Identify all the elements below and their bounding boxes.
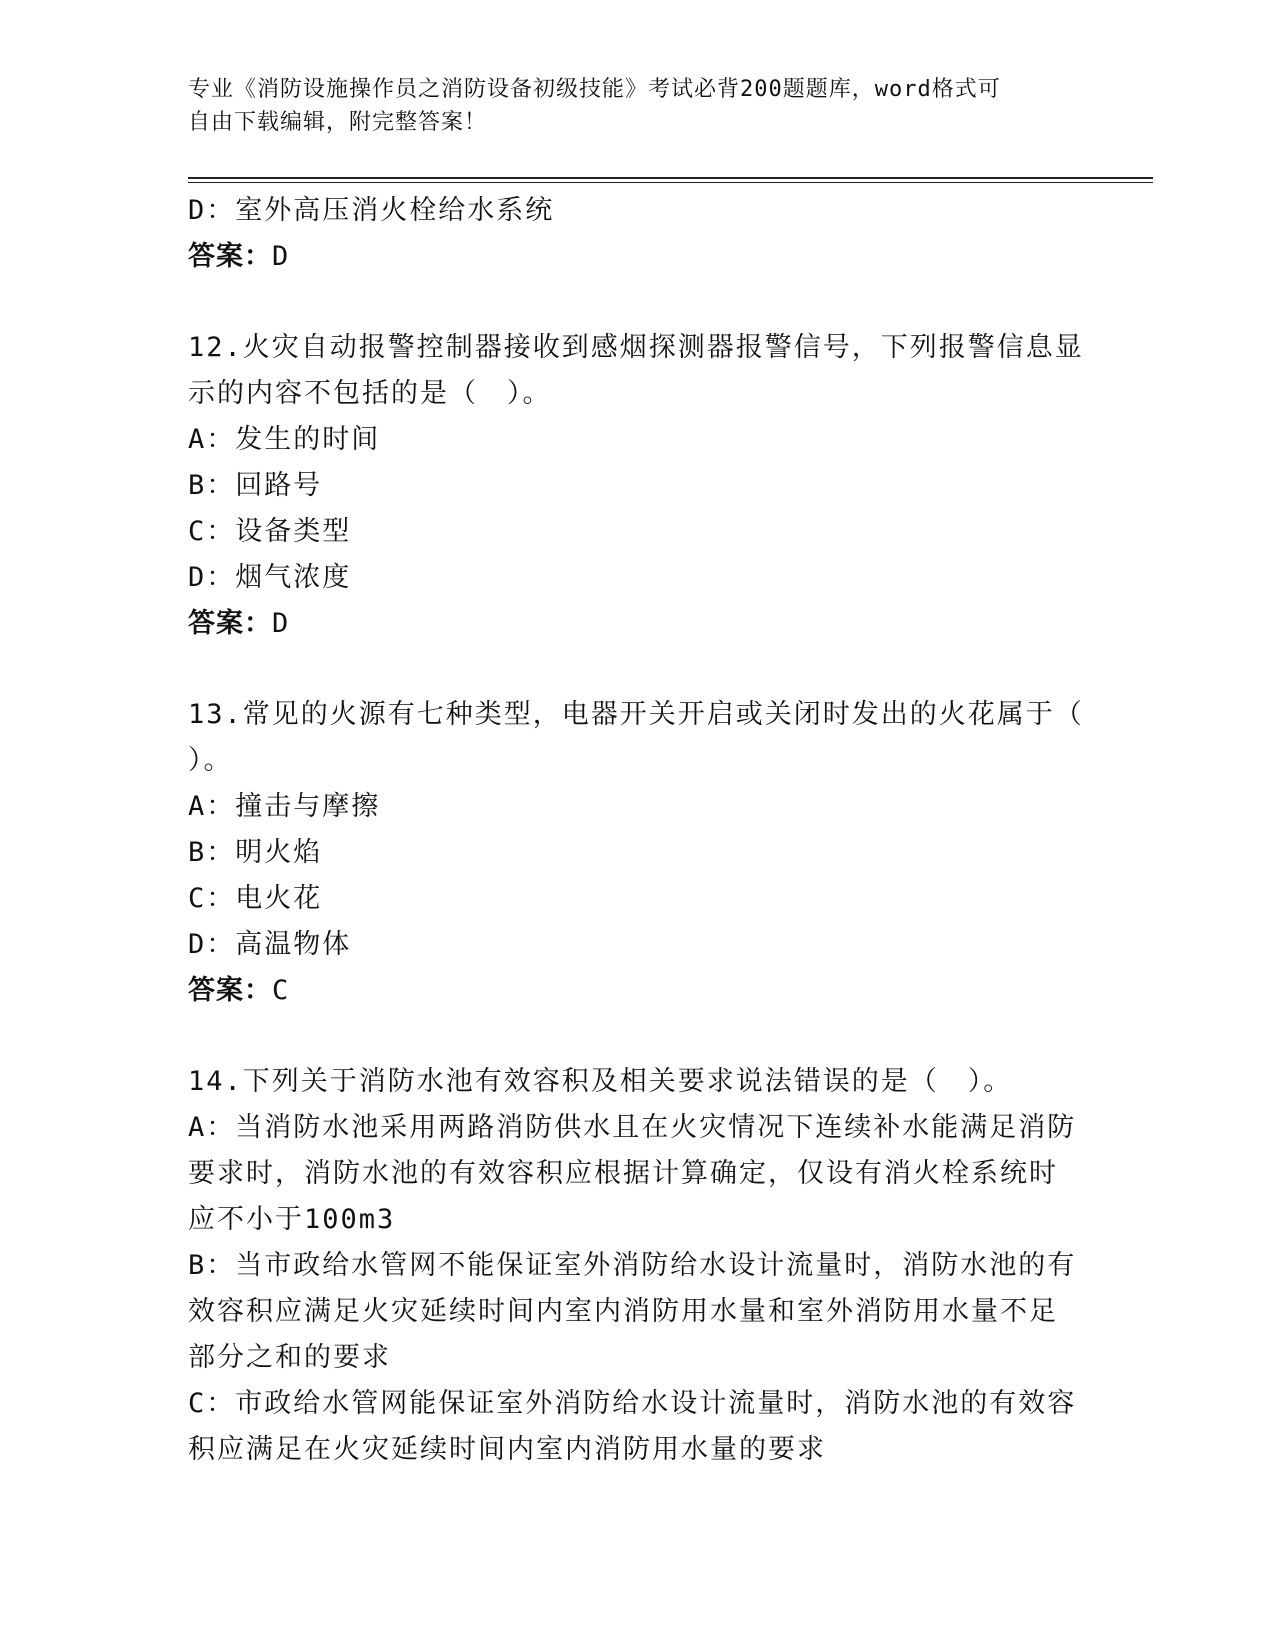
question-stem-line: 示的内容不包括的是（ ）。 xyxy=(188,378,552,409)
option-a: A：发生的时间 xyxy=(188,424,381,455)
option-d: D：烟气浓度 xyxy=(188,562,352,593)
option-a-line: 应不小于100m3 xyxy=(188,1204,396,1235)
question-14 xyxy=(188,1059,1088,1473)
header-line-2: 自由下载编辑，附完整答案！ xyxy=(188,110,488,135)
question-stem-line: 12.火灾自动报警控制器接收到感烟探测器报警信号，下列报警信息显 xyxy=(188,332,1084,363)
question-13-answer xyxy=(188,968,1088,1014)
header-divider-thin xyxy=(188,182,1153,183)
question-stem-line: ）。 xyxy=(188,745,233,776)
header-line-1: 专业《消防设施操作员之消防设备初级技能》考试必背200题题库，word格式可 xyxy=(188,77,1001,102)
question-stem-line: 13.常见的火源有七种类型，电器开关开启或关闭时发出的火花属于（ xyxy=(188,699,1084,730)
question-spacer xyxy=(188,647,1088,692)
question-spacer xyxy=(188,280,1088,325)
prev-option-d: D：室外高压消火栓给水系统 xyxy=(188,195,555,226)
answer-label: 答案： xyxy=(188,975,272,1006)
option-b: B：回路号 xyxy=(188,470,323,501)
option-c-line: 积应满足在火灾延续时间内室内消防用水量的要求 xyxy=(188,1434,826,1465)
option-b-line: 效容积应满足火灾延续时间内室内消防用水量和室外消防用水量不足 xyxy=(188,1296,1058,1327)
option-a-line: A：当消防水池采用两路消防供水且在火灾情况下连续补水能满足消防 xyxy=(188,1112,1077,1143)
option-b: B：明火焰 xyxy=(188,837,323,868)
question-12-answer xyxy=(188,601,1088,647)
option-c-line: C：市政给水管网能保证室外消防给水设计流量时，消防水池的有效容 xyxy=(188,1388,1077,1419)
answer-value: D xyxy=(272,608,290,639)
option-a: A：撞击与摩擦 xyxy=(188,791,381,822)
option-a-line: 要求时，消防水池的有效容积应根据计算确定，仅设有消火栓系统时 xyxy=(188,1158,1058,1189)
option-b-line: 部分之和的要求 xyxy=(188,1342,391,1373)
option-c: C：电火花 xyxy=(188,883,323,914)
question-12 xyxy=(188,325,1088,647)
option-d: D：高温物体 xyxy=(188,929,352,960)
header-divider-thick xyxy=(188,177,1153,179)
question-content xyxy=(188,188,1088,1473)
answer-value: D xyxy=(272,241,290,272)
answer-value: C xyxy=(272,975,290,1006)
option-b-line: B：当市政给水管网不能保证室外消防给水设计流量时，消防水池的有 xyxy=(188,1250,1077,1281)
prev-answer xyxy=(188,234,1088,280)
question-13 xyxy=(188,692,1088,1014)
question-stem-line: 14.下列关于消防水池有效容积及相关要求说法错误的是（ ）。 xyxy=(188,1066,1013,1097)
answer-label: 答案： xyxy=(188,608,272,639)
answer-label: 答案： xyxy=(188,241,272,272)
question-spacer xyxy=(188,1014,1088,1059)
option-c: C：设备类型 xyxy=(188,516,352,547)
document-header xyxy=(188,73,1088,139)
